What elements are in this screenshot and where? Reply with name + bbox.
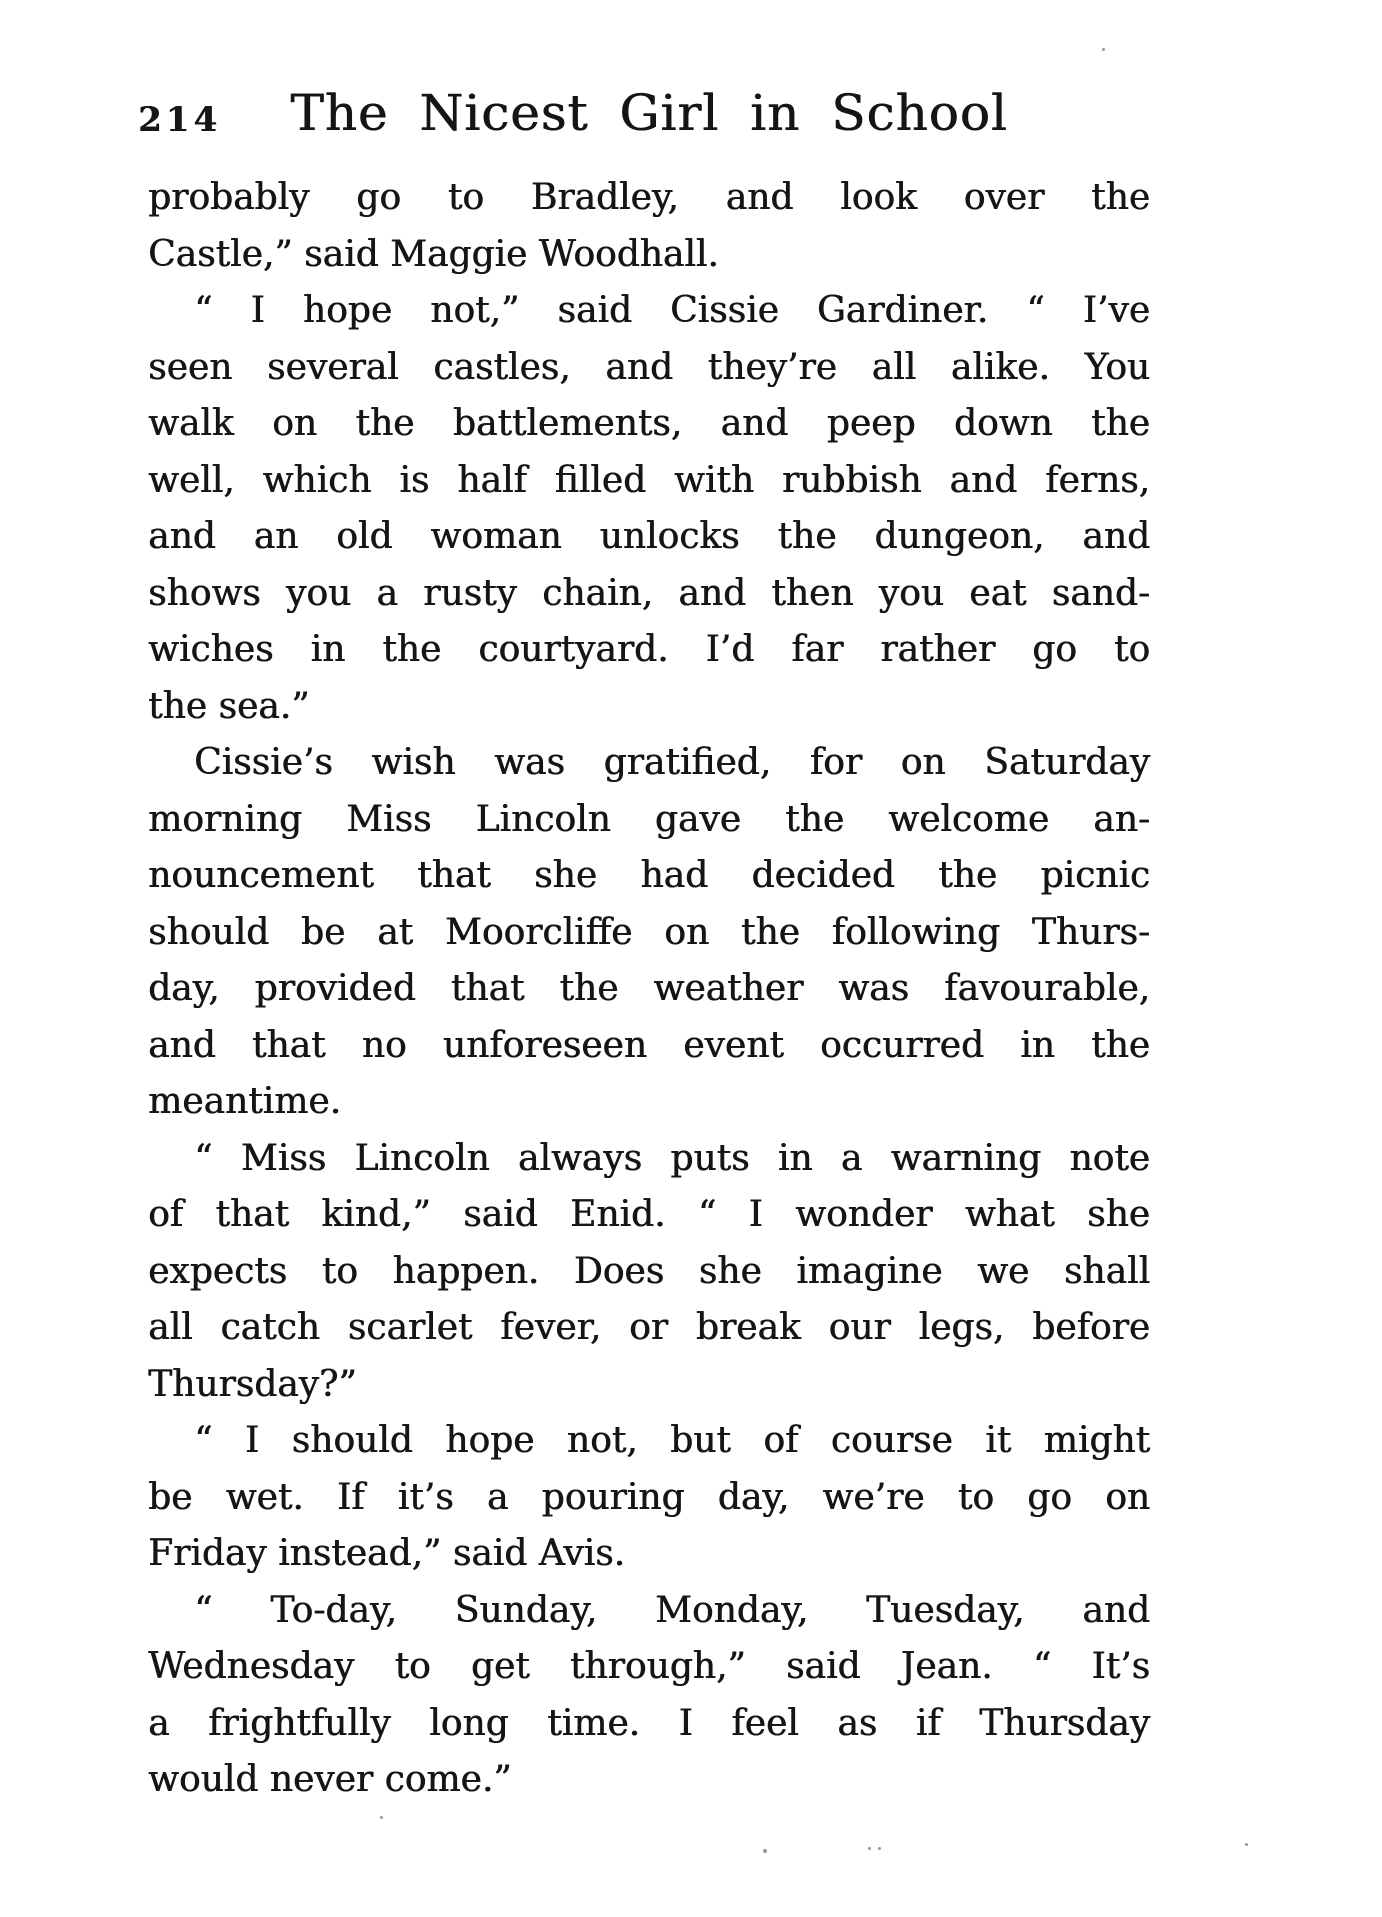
scan-speck: [1102, 48, 1105, 51]
text-line: nouncement that she had decided the picnic: [148, 855, 1150, 896]
text-line: seen several castles, and they’re all alike. You: [148, 346, 1150, 388]
text-line: wiches in the courtyard. I’d far rather go to: [148, 629, 1150, 670]
body-text: [148, 170, 1150, 1809]
text-line: Wednesday to get through,” said Jean. “ It’s: [148, 1646, 1150, 1687]
paragraph: [148, 1413, 1150, 1583]
text-line: morning Miss Lincoln gave the welcome an-: [148, 798, 1150, 840]
text-line: “ I should hope not, but of course it might: [194, 1420, 1150, 1461]
paragraph: [148, 1583, 1150, 1809]
text-line: “ To-day, Sunday, Monday, Tuesday, and: [194, 1589, 1150, 1631]
text-line: the sea.”: [148, 685, 310, 727]
text-line: shows you a rusty chain, and then you eat sand-: [148, 572, 1150, 614]
text-line: probably go to Bradley, and look over the: [148, 177, 1150, 218]
paragraph: [148, 170, 1150, 283]
text-line: be wet. If it’s a pouring day, we’re to go on: [148, 1476, 1150, 1518]
scan-speck: [763, 1849, 767, 1853]
text-line: “ Miss Lincoln always puts in a warning note: [194, 1137, 1150, 1179]
text-line: Thursday?”: [148, 1363, 357, 1405]
scan-speck: [1245, 1843, 1248, 1846]
text-line: all catch scarlet fever, or break our legs, before: [148, 1307, 1150, 1348]
text-line: should be at Moorcliffe on the following Thurs-: [148, 911, 1150, 953]
scan-speck: [878, 1847, 881, 1850]
page-number: 214: [138, 100, 221, 140]
scan-speck: [380, 1816, 383, 1819]
text-line: and that no unforeseen event occurred in the: [148, 1024, 1150, 1066]
text-line: meantime.: [148, 1081, 341, 1122]
text-line: a frightfully long time. I feel as if Thursday: [148, 1702, 1150, 1744]
text-line: well, which is half filled with rubbish and ferns,: [148, 459, 1150, 501]
text-line: “ I hope not,” said Cissie Gardiner. “ I’ve: [194, 290, 1150, 331]
text-line: of that kind,” said Enid. “ I wonder what she: [148, 1194, 1150, 1235]
scan-speck: [868, 1847, 871, 1850]
page-title: The Nicest Girl in School: [290, 84, 1008, 142]
paragraph: [148, 735, 1150, 1131]
text-line: Castle,” said Maggie Woodhall.: [148, 233, 719, 275]
text-line: Friday instead,” said Avis.: [148, 1533, 625, 1574]
text-line: day, provided that the weather was favourable,: [148, 968, 1150, 1009]
paragraph: [148, 1131, 1150, 1414]
text-line: Cissie’s wish was gratified, for on Saturday: [194, 742, 1150, 783]
paragraph: [148, 283, 1150, 735]
text-line: expects to happen. Does she imagine we shall: [148, 1250, 1150, 1292]
text-line: walk on the battlements, and peep down the: [148, 403, 1150, 444]
page-header: [138, 84, 1150, 156]
text-line: would never come.”: [148, 1759, 512, 1800]
text-line: and an old woman unlocks the dungeon, and: [148, 516, 1150, 557]
